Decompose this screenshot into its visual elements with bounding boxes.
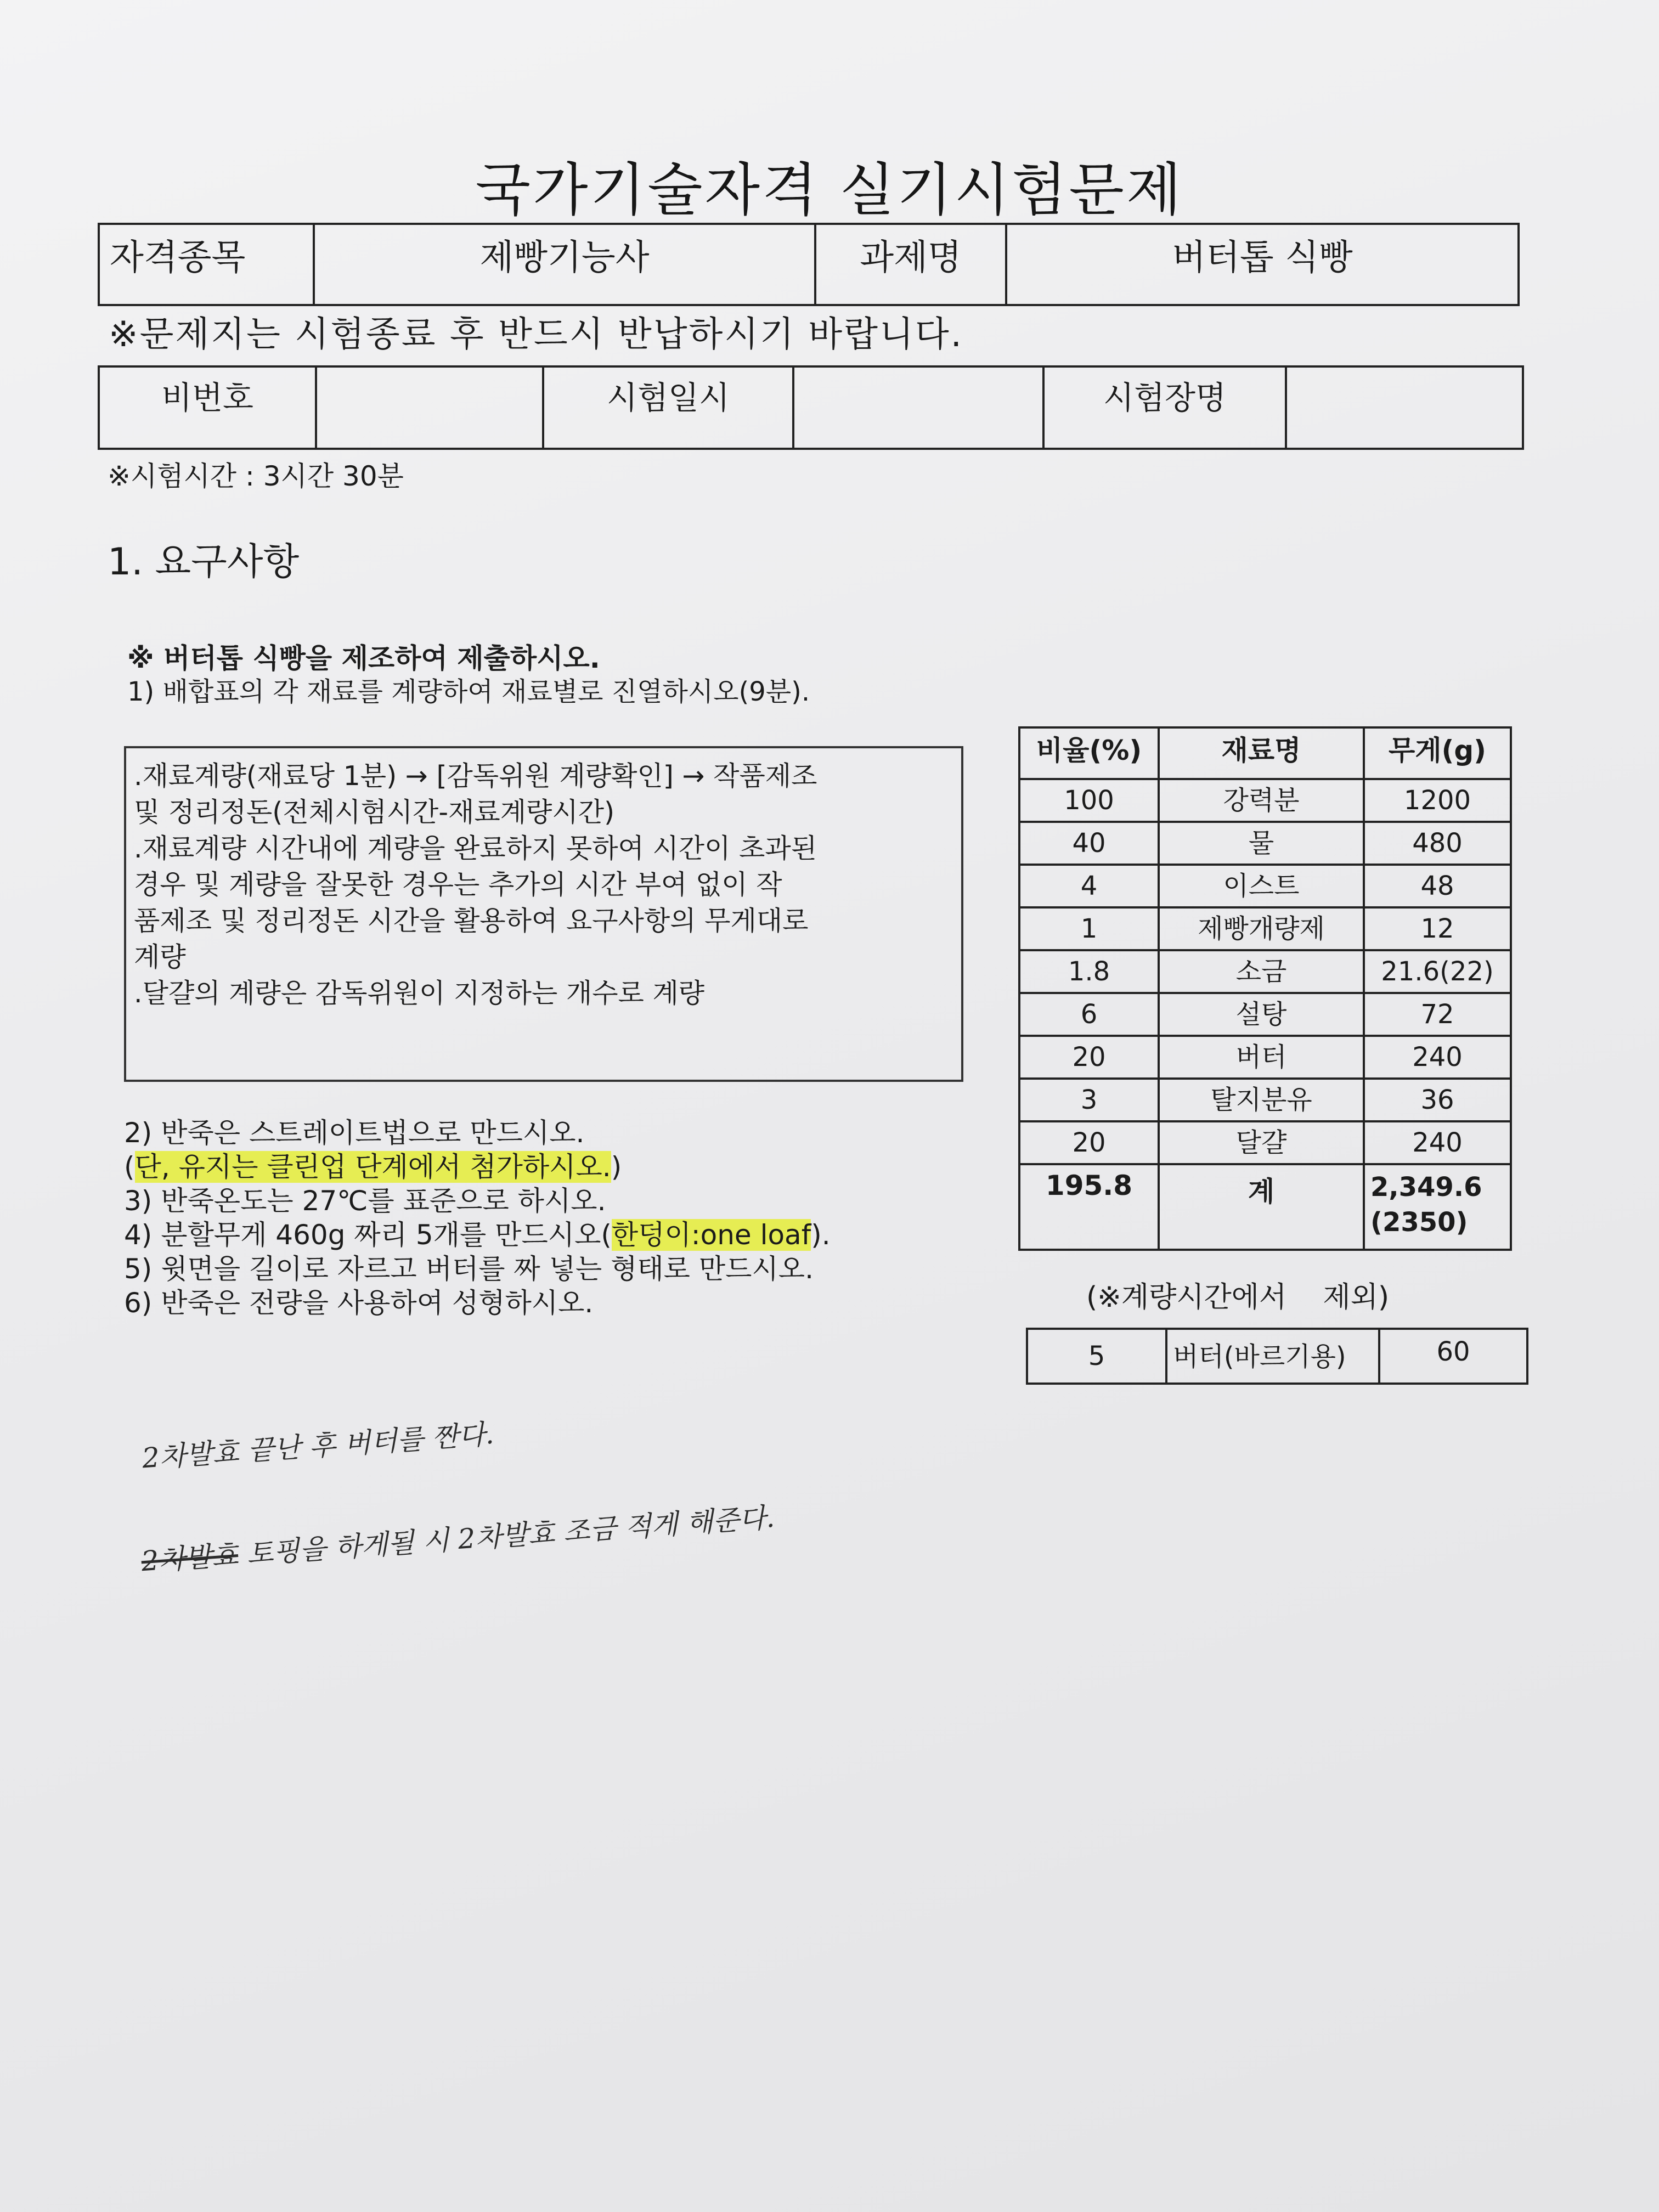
col-header-ingredient: 재료명 bbox=[1159, 727, 1364, 779]
ingredient-cell: 이스트 bbox=[1159, 865, 1364, 907]
weight-cell: 72 bbox=[1364, 993, 1511, 1036]
total-label: 계 bbox=[1159, 1164, 1364, 1250]
requirement-4 bbox=[124, 1218, 831, 1252]
weight-cell: 12 bbox=[1364, 907, 1511, 950]
requirement-2: 2) 반죽은 스트레이트법으로 만드시오. bbox=[124, 1117, 585, 1149]
weight-cell: 240 bbox=[1364, 1036, 1511, 1079]
table-row bbox=[1019, 950, 1511, 993]
page-title: 국가기술자격 실기시험문제 bbox=[475, 156, 1184, 223]
requirement-5: 5) 윗면을 길이로 자르고 버터를 짜 넣는 형태로 만드시오. bbox=[124, 1253, 814, 1285]
exclusion-note: (※계량시간에서 제외) bbox=[1086, 1281, 1390, 1314]
ingredient-cell: 버터 bbox=[1159, 1036, 1364, 1079]
table-row bbox=[1019, 779, 1511, 822]
total-ratio: 195.8 bbox=[1019, 1164, 1159, 1250]
instruction-1: 1) 배합표의 각 재료를 계량하여 재료별로 진열하시오(9분). bbox=[127, 676, 810, 707]
weighing-rules-box bbox=[124, 746, 963, 1082]
note-suffix: ) bbox=[611, 1151, 622, 1183]
number-value bbox=[316, 366, 543, 449]
field-value: 제빵기능사 bbox=[314, 224, 815, 305]
note-prefix: ( bbox=[124, 1151, 135, 1183]
ingredient-cell: 물 bbox=[1159, 822, 1364, 865]
weight-cell: 240 bbox=[1364, 1121, 1511, 1164]
ingredient-cell: 소금 bbox=[1159, 950, 1364, 993]
ingredient-cell: 탈지분유 bbox=[1159, 1079, 1364, 1121]
weight-cell: 480 bbox=[1364, 822, 1511, 865]
ratio-cell: 1.8 bbox=[1019, 950, 1159, 993]
date-label: 시험일시 bbox=[543, 366, 793, 449]
section-heading: 1. 요구사항 bbox=[108, 540, 300, 584]
total-row bbox=[1019, 1164, 1511, 1250]
place-label: 시험장명 bbox=[1043, 366, 1286, 449]
place-value bbox=[1286, 366, 1523, 449]
ratio-cell: 20 bbox=[1019, 1121, 1159, 1164]
instruction-title: ※ 버터톱 식빵을 제조하여 제출하시오. bbox=[127, 642, 600, 674]
number-label: 비번호 bbox=[99, 366, 316, 449]
extra-recipe-table bbox=[1026, 1328, 1528, 1385]
ingredient-cell: 설탕 bbox=[1159, 993, 1364, 1036]
weight-cell: 1200 bbox=[1364, 779, 1511, 822]
table-row bbox=[1019, 822, 1511, 865]
ratio-cell: 20 bbox=[1019, 1036, 1159, 1079]
ratio-cell: 3 bbox=[1019, 1079, 1159, 1121]
requirements-list bbox=[124, 1116, 831, 1320]
ingredient-cell: 강력분 bbox=[1159, 779, 1364, 822]
exam-time: ※시험시간 : 3시간 30분 bbox=[108, 460, 404, 492]
ratio-cell: 1 bbox=[1019, 907, 1159, 950]
requirement-3: 3) 반죽온도는 27℃를 표준으로 하시오. bbox=[124, 1185, 606, 1217]
weight-cell: 48 bbox=[1364, 865, 1511, 907]
table-row bbox=[1019, 1079, 1511, 1121]
highlighted-text: 단, 유지는 클린업 단계에서 첨가하시오. bbox=[134, 1151, 611, 1183]
handwritten-note-2 bbox=[140, 1496, 776, 1579]
struck-text: 2차발효 bbox=[140, 1539, 239, 1578]
table-row bbox=[1019, 907, 1511, 950]
total-weight-rounded: (2350) bbox=[1370, 1207, 1468, 1238]
ratio-cell: 100 bbox=[1019, 779, 1159, 822]
table-row bbox=[1019, 1036, 1511, 1079]
ingredient-cell: 제빵개량제 bbox=[1159, 907, 1364, 950]
table-row bbox=[1019, 1121, 1511, 1164]
box-line: 경우 및 계량을 잘못한 경우는 추가의 시간 부여 없이 작 bbox=[134, 869, 782, 900]
highlighted-text: 한덩이:one loaf bbox=[611, 1219, 811, 1251]
box-line: 품제조 및 정리정돈 시간을 활용하여 요구사항의 무게대로 bbox=[134, 905, 809, 936]
req4-prefix: 4) 분할무게 460g 짜리 5개를 만드시오( bbox=[124, 1219, 612, 1251]
ratio-cell: 4 bbox=[1019, 865, 1159, 907]
req4-suffix: ). bbox=[811, 1219, 831, 1251]
box-line: 계량 bbox=[134, 941, 186, 973]
handwritten-note-2-text: 토핑을 하게될 시 2차발효 조금 적게 해준다. bbox=[245, 1501, 776, 1570]
field-label: 자격종목 bbox=[99, 224, 314, 305]
task-label: 과제명 bbox=[815, 224, 1006, 305]
weight-cell: 36 bbox=[1364, 1079, 1511, 1121]
col-header-weight: 무게(g) bbox=[1364, 727, 1511, 779]
ratio-cell: 6 bbox=[1019, 993, 1159, 1036]
ingredient-cell: 달걀 bbox=[1159, 1121, 1364, 1164]
extra-weight: 60 bbox=[1379, 1329, 1527, 1384]
box-line: .재료계량(재료당 1분) → [감독위원 계량확인] → 작품제조 bbox=[134, 760, 817, 792]
extra-ingredient: 버터(바르기용) bbox=[1166, 1329, 1379, 1384]
weight-cell: 21.6(22) bbox=[1364, 950, 1511, 993]
col-header-ratio: 비율(%) bbox=[1019, 727, 1159, 779]
extra-ratio: 5 bbox=[1027, 1329, 1166, 1384]
total-weight-value: 2,349.6 bbox=[1370, 1172, 1482, 1203]
exam-info-table bbox=[98, 365, 1524, 450]
box-line: .재료계량 시간내에 계량을 완료하지 못하여 시간이 초과된 bbox=[134, 833, 817, 864]
requirement-2-note bbox=[124, 1150, 831, 1184]
requirement-6: 6) 반죽은 전량을 사용하여 성형하시오. bbox=[124, 1287, 594, 1319]
task-value: 버터톱 식빵 bbox=[1006, 224, 1519, 305]
date-value bbox=[793, 366, 1043, 449]
total-weight bbox=[1364, 1164, 1511, 1250]
recipe-table bbox=[1018, 726, 1512, 1251]
table-row bbox=[1019, 993, 1511, 1036]
ratio-cell: 40 bbox=[1019, 822, 1159, 865]
return-notice: ※문제지는 시험종료 후 반드시 반납하시기 바랍니다. bbox=[109, 314, 963, 355]
box-line: 및 정리정돈(전체시험시간-재료계량시간) bbox=[134, 797, 615, 828]
table-row bbox=[1019, 865, 1511, 907]
box-line: .달걀의 계량은 감독위원이 지정하는 개수로 계량 bbox=[134, 978, 705, 1009]
handwritten-note-1: 2차발효 끝난 후 버터를 짠다. bbox=[141, 1418, 495, 1475]
exam-header-table bbox=[98, 223, 1520, 306]
